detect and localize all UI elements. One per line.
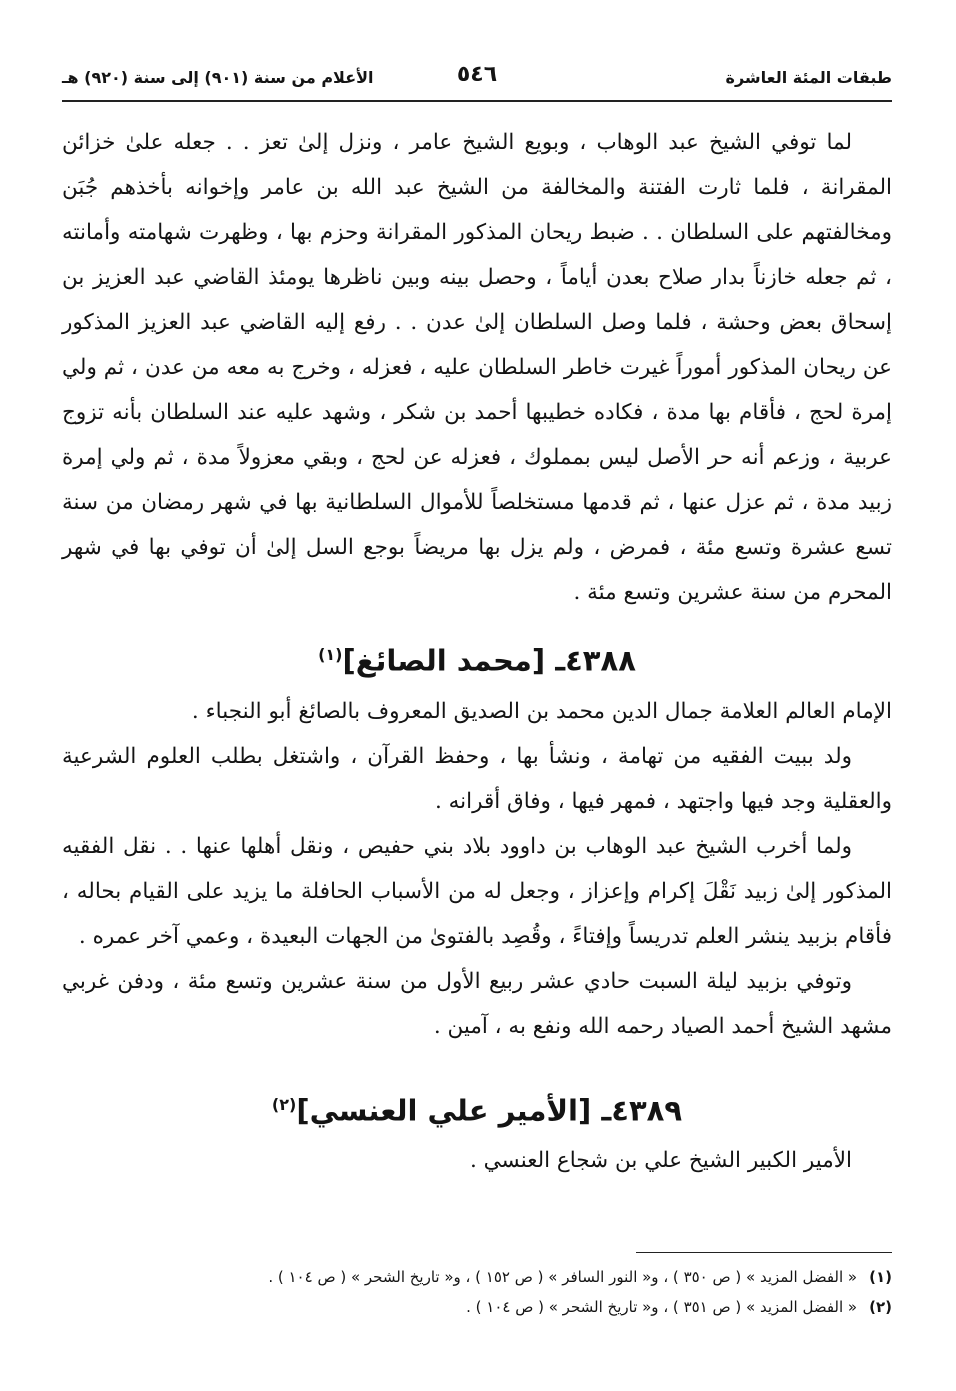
- paragraph-entry-intro: الإمام العالم العلامة جمال الدين محمد بن الصديق المعروف بالصائغ أبو النجباء .: [191, 698, 892, 724]
- footnote-number: (٢): [869, 1298, 892, 1316]
- header-section-title: الأعلام من سنة (٩٠١) إلى سنة (٩٢٠) هـ: [62, 68, 374, 87]
- header-chapter-title: طبقات المئة العاشرة: [725, 68, 892, 87]
- paragraph-relocation: ولما أخرب الشيخ عبد الوهاب بن داوود بلاد بني حفيص ، ونقل أهلها عنها . . نقل الفقيه المذكور إلىٰ زبيد نَقْلَ إكرام وإعزاز ، وجعل له من الأسباب الحافلة ما يزيد على القيام بحاله ، فأقام بزبيد ينشر العلم تدريساً وإفتاءً ، وقُصِد بالفتوىٰ من الجهات البعيدة ، وعمي آخر عمره .: [62, 833, 892, 949]
- page-number: ٥٤٦: [456, 62, 498, 87]
- footnote-text: « الفضل المزيد » ( ص ٣٥٠ ) ، و« النور السافر » ( ص ١٥٢ ) ، و« تاريخ الشحر » ( ص ١٠٤ ) .: [268, 1268, 858, 1286]
- footnote-1: [62, 1262, 892, 1292]
- paragraph-entry-intro: الأمير الكبير الشيخ علي بن شجاع العنسي .: [469, 1148, 852, 1174]
- entry-heading-4388: [62, 633, 892, 683]
- header-divider: [62, 100, 892, 102]
- footnote-2: [62, 1292, 892, 1322]
- paragraph-birth: ولد ببيت الفقيه من تهامة ، ونشأ بها ، وحفظ القرآن ، واشتغل بطلب العلوم الشرعية والعقلية وجد فيها واجتهد ، فمهر فيها ، وفاق أقرانه .: [62, 743, 892, 814]
- footnotes: [62, 1262, 892, 1322]
- footnote-marker: (٢): [271, 1094, 297, 1114]
- footnote-divider: [636, 1252, 892, 1253]
- footnote-marker: (١): [318, 645, 343, 664]
- paragraph-death: وتوفي بزبيد ليلة السبت حادي عشر ربيع الأول من سنة عشرين وتسع مئة ، ودفن غربي مشهد الشيخ أحمد الصياد رحمه الله ونفع به ، آمين .: [62, 968, 892, 1039]
- entry-title: ٤٣٨٩ـ [الأمير علي العنسي]: [296, 1093, 683, 1128]
- running-header: [62, 60, 892, 96]
- entry-heading-4389: [62, 1083, 892, 1133]
- footnote-text: « الفضل المزيد » ( ص ٣٥١ ) ، و« تاريخ الشحر » ( ص ١٠٤ ) .: [466, 1298, 858, 1316]
- footnote-number: (١): [869, 1268, 892, 1286]
- main-text: [62, 120, 892, 1183]
- paragraph-rayhan-biography: لما توفي الشيخ عبد الوهاب ، وبويع الشيخ عامر ، ونزل إلىٰ تعز . . جعله علىٰ خزائن المقرانة ، فلما ثارت الفتنة والمخالفة من الشيخ عبد الله بن عامر وإخوانه بأخذهم جُبَن ومخالفتهم على السلطان . . ضبط ريحان المذكور المقرانة وحزم بها ، وظهرت شهامته وأمانته ، ثم جعله خازناً بدار صلاح بعدن أياماً ، وحصل بينه وبين ناظرها يومئذ القاضي عبد العزيز بن إسحاق بعض وحشة ، فلما وصل السلطان إلىٰ عدن . . رفع إليه القاضي عبد العزيز المذكور عن ريحان المذكور أموراً غيرت خاطر السلطان عليه ، فعزله ، وخرج به معه من عدن ، ثم ولي إمرة لحج ، فأقام بها مدة ، فكاده خطيبها أحمد بن شكر ، وشهد عليه عند السلطان بأنه تزوج عربية ، وزعم أنه حر الأصل ليس بمملوك ، فعزله عن لحج ، وبقي معزولاً مدة ، ثم ولي إمرة زبيد مدة ، ثم عزل عنها ، ثم قدمها مستخلصاً للأموال السلطانية بها في شهر رمضان من سنة تسع عشرة وتسع مئة ، فمرض ، ولم يزل بها مريضاً بوجع السل إلىٰ أن توفي بها في شهر المحرم من سنة عشرين وتسع مئة .: [62, 130, 892, 605]
- entry-title: ٤٣٨٨ـ [محمد الصائغ]: [342, 643, 636, 678]
